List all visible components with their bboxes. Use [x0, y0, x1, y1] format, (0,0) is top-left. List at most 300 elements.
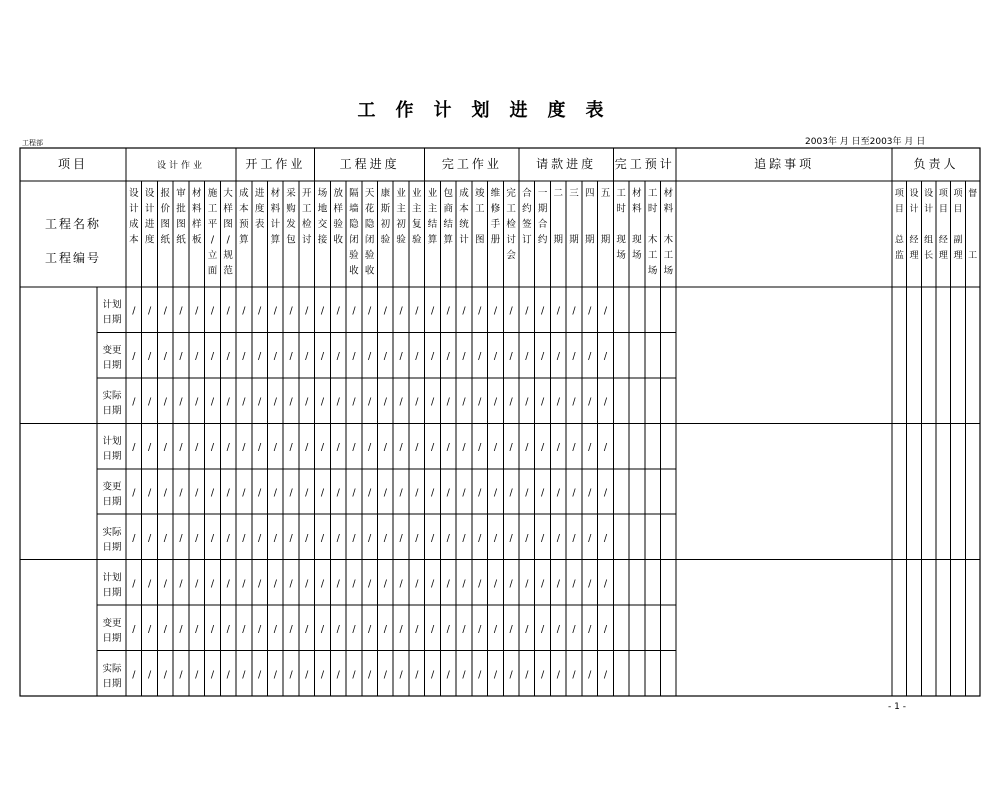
slash-mark: /	[210, 669, 215, 681]
slash-mark: /	[446, 623, 450, 635]
slash-mark: /	[493, 442, 498, 454]
slash-mark: /	[478, 396, 482, 408]
slash-mark: /	[446, 396, 450, 408]
responsible-label-char: 目	[894, 204, 904, 215]
sub-column-label-char: 算	[239, 234, 249, 246]
sub-column-label-char: 隔	[349, 188, 359, 199]
slash-mark: /	[525, 623, 529, 635]
slash-mark: /	[430, 442, 435, 454]
slash-mark: /	[572, 487, 576, 499]
slash-mark: /	[446, 532, 450, 544]
slash-mark: /	[352, 396, 356, 408]
slash-mark: /	[572, 396, 576, 408]
sub-column-label-char: 订	[522, 234, 532, 246]
sub-column-label-char: 表	[254, 219, 265, 230]
slash-mark: /	[368, 623, 372, 635]
slash-mark: /	[163, 396, 167, 408]
sub-column-label-char: 报	[160, 188, 171, 199]
row-type-label: 变更	[102, 617, 122, 629]
slash-mark: /	[336, 532, 340, 544]
slash-mark: /	[588, 487, 592, 499]
slash-mark: /	[289, 305, 293, 317]
sub-column-label-char: 期	[600, 234, 611, 246]
slash-mark: /	[320, 669, 325, 681]
sub-column-label-char: 讨	[302, 234, 312, 246]
slash-mark: /	[179, 396, 183, 408]
slash-mark: /	[163, 532, 167, 544]
slash-mark: /	[383, 578, 387, 590]
slash-mark: /	[383, 396, 387, 408]
slash-mark: /	[509, 396, 513, 408]
slash-mark: /	[147, 442, 152, 454]
slash-mark: /	[478, 623, 482, 635]
slash-mark: /	[430, 396, 435, 408]
sub-column-label-char: 修	[490, 203, 501, 215]
slash-mark: /	[540, 623, 545, 635]
slash-mark: /	[226, 487, 230, 499]
slash-mark: /	[289, 623, 293, 635]
slash-mark: /	[258, 669, 262, 681]
slash-mark: /	[430, 623, 435, 635]
slash-mark: /	[132, 669, 136, 681]
sub-column-label-char: 度	[254, 203, 265, 215]
sub-column-label-char: 成	[239, 188, 249, 199]
sub-column-label-char: 收	[349, 265, 359, 277]
responsible-label-char: 长	[924, 251, 934, 261]
slash-mark: /	[556, 578, 560, 590]
sub-column-label-char: 料	[270, 203, 281, 215]
sub-column-label-char: 开	[302, 188, 312, 199]
slash-mark: /	[320, 532, 325, 544]
row-type-label: 实际	[102, 390, 122, 402]
slash-mark: /	[226, 396, 230, 408]
responsible-label-char: 督	[968, 189, 978, 199]
sub-column-label-char: 收	[333, 234, 343, 246]
sub-column-label-char: 合	[522, 188, 532, 199]
slash-mark: /	[368, 305, 372, 317]
sub-column-label-char: 进	[254, 188, 265, 199]
row-type-label: 日期	[102, 496, 122, 508]
sub-column-label-char: 册	[490, 234, 501, 246]
sub-column-label-char: 立	[207, 250, 218, 261]
slash-mark: /	[446, 669, 450, 681]
slash-mark: /	[336, 578, 340, 590]
slash-mark: /	[572, 351, 576, 363]
slash-mark: /	[478, 305, 482, 317]
sub-column-label-char: 业	[427, 188, 438, 199]
sub-column-label-char: 现	[632, 234, 642, 246]
slash-mark: /	[493, 578, 498, 590]
slash-mark: /	[163, 578, 167, 590]
slash-mark: /	[352, 623, 356, 635]
slash-mark: /	[147, 532, 152, 544]
sub-column-label-char: 维	[490, 188, 501, 199]
sub-column-label-char: 工	[647, 188, 658, 199]
sub-column-label-char: 平	[207, 219, 218, 230]
sub-column-label-char: 商	[443, 203, 454, 215]
group-header-5: 完工作业	[441, 157, 502, 171]
slash-mark: /	[352, 442, 356, 454]
sub-column-label-char: 材	[663, 188, 674, 199]
project-number-label: 工程编号	[44, 251, 102, 265]
sub-column-label-char: 期	[584, 234, 595, 246]
sub-column-label-char: 设	[129, 188, 139, 199]
sub-column-label-char: 场	[647, 265, 658, 277]
slash-mark: /	[572, 532, 576, 544]
slash-mark: /	[462, 442, 466, 454]
slash-mark: /	[556, 351, 560, 363]
slash-mark: /	[132, 305, 136, 317]
slash-mark: /	[430, 669, 435, 681]
slash-mark: /	[603, 396, 608, 408]
slash-mark: /	[588, 578, 592, 590]
sub-column-label-char: 统	[459, 219, 469, 230]
slash-mark: /	[493, 532, 498, 544]
slash-mark: /	[556, 623, 560, 635]
slash-mark: /	[163, 487, 167, 499]
sub-column-label-char: 讨	[506, 234, 516, 246]
sub-column-label-char: 场	[632, 250, 642, 261]
slash-mark: /	[305, 305, 309, 317]
sub-column-label-char: 业	[396, 188, 406, 199]
slash-mark: /	[195, 487, 199, 499]
slash-mark: /	[258, 396, 262, 408]
slash-mark: /	[336, 442, 340, 454]
sub-column-label-char: 预	[239, 219, 249, 230]
slash-mark: /	[540, 351, 545, 363]
slash-mark: /	[556, 487, 560, 499]
slash-mark: /	[242, 442, 246, 454]
slash-mark: /	[509, 669, 513, 681]
slash-mark: /	[132, 578, 136, 590]
group-header-6: 请款进度	[536, 157, 597, 171]
slash-mark: /	[478, 351, 482, 363]
sub-column-label-char: 期	[569, 234, 579, 246]
sub-column-label-char: 验	[333, 219, 343, 230]
row-type-label: 变更	[102, 481, 122, 493]
sub-column-label-char: 结	[427, 219, 438, 230]
sub-column-label-char: 本	[129, 234, 139, 246]
responsible-label-char: 目	[938, 204, 948, 215]
slash-mark: /	[132, 487, 136, 499]
sub-column-label-char: 料	[663, 203, 674, 215]
slash-mark: /	[493, 351, 498, 363]
responsible-label-char: 副	[953, 235, 963, 246]
row-type-label: 实际	[102, 526, 122, 538]
slash-mark: /	[352, 487, 356, 499]
group-header-1: 项目	[57, 157, 89, 171]
slash-mark: /	[305, 669, 309, 681]
slash-mark: /	[258, 623, 262, 635]
slash-mark: /	[540, 487, 545, 499]
sub-column-label-char: 时	[647, 203, 658, 215]
responsible-label-char: 设	[909, 189, 919, 199]
sub-column-label-char: 约	[537, 234, 548, 246]
row-type-label: 实际	[102, 663, 122, 675]
slash-mark: /	[289, 442, 293, 454]
slash-mark: /	[399, 442, 403, 454]
slash-mark: /	[195, 442, 199, 454]
slash-mark: /	[210, 305, 215, 317]
sub-column-label-char: 工	[616, 188, 626, 199]
slash-mark: /	[273, 532, 277, 544]
slash-mark: /	[572, 623, 576, 635]
sub-column-label-char: 时	[616, 203, 626, 215]
sub-column-label-char: 纸	[176, 234, 186, 246]
slash-mark: /	[195, 396, 199, 408]
slash-mark: /	[147, 623, 152, 635]
slash-mark: /	[399, 578, 403, 590]
slash-mark: /	[603, 442, 608, 454]
sub-column-label-char: 板	[191, 234, 202, 246]
row-type-label: 日期	[102, 541, 122, 553]
slash-mark: /	[446, 351, 450, 363]
slash-mark: /	[242, 623, 246, 635]
group-header-7: 完工预计	[614, 157, 675, 171]
slash-mark: /	[399, 351, 403, 363]
responsible-label-char: 工	[968, 251, 978, 261]
sub-column-label-char: 规	[223, 250, 233, 261]
sub-column-label-char: 本	[239, 203, 249, 215]
sub-column-label-char: 料	[191, 203, 202, 215]
slash-mark: /	[242, 669, 246, 681]
sub-column-label-char: 采	[286, 188, 296, 199]
sub-column-label-char: 成	[459, 188, 469, 199]
slash-mark: /	[147, 305, 152, 317]
slash-mark: /	[179, 578, 183, 590]
sub-column-label-char: 复	[412, 219, 422, 230]
responsible-label-char: 理	[909, 251, 919, 261]
slash-mark: /	[588, 351, 592, 363]
responsible-label-char: 计	[924, 204, 934, 215]
slash-mark: /	[493, 669, 498, 681]
slash-mark: /	[273, 442, 277, 454]
sub-column-label-char: 木	[647, 234, 658, 246]
sub-column-label-char: 期	[553, 234, 564, 246]
slash-mark: /	[320, 578, 325, 590]
slash-mark: /	[478, 487, 482, 499]
slash-mark: /	[525, 487, 529, 499]
slash-mark: /	[525, 305, 529, 317]
responsible-label-char: 设	[924, 189, 934, 199]
slash-mark: /	[352, 532, 356, 544]
slash-mark: /	[336, 669, 340, 681]
slash-mark: /	[415, 487, 419, 499]
sub-column-label-char: 本	[459, 203, 469, 215]
responsible-label-char: 项	[894, 189, 904, 199]
responsible-label-char: 项	[953, 189, 963, 199]
sub-column-label-char: 面	[207, 265, 218, 277]
slash-mark: /	[368, 487, 372, 499]
sub-column-label-char: 图	[223, 219, 233, 230]
slash-mark: /	[399, 669, 403, 681]
slash-mark: /	[305, 532, 309, 544]
slash-mark: /	[210, 442, 215, 454]
sub-column-label-char: 验	[412, 234, 422, 246]
slash-mark: /	[415, 669, 419, 681]
slash-mark: /	[430, 532, 435, 544]
slash-mark: /	[430, 305, 435, 317]
slash-mark: /	[383, 532, 387, 544]
slash-mark: /	[509, 487, 513, 499]
sub-column-label-char: 斯	[380, 203, 391, 215]
sub-column-label-char: 材	[191, 188, 202, 199]
slash-mark: /	[163, 669, 167, 681]
sub-column-label-char: 天	[364, 188, 375, 199]
sub-column-label-char: 签	[522, 219, 532, 230]
group-header-8: 追踪事项	[754, 157, 815, 171]
slash-mark: /	[572, 305, 576, 317]
slash-mark: /	[132, 351, 136, 363]
slash-mark: /	[383, 351, 387, 363]
slash-mark: /	[603, 669, 608, 681]
slash-mark: /	[179, 305, 183, 317]
slash-mark: /	[430, 578, 435, 590]
group-header-4: 工程进度	[339, 157, 400, 171]
slash-mark: /	[163, 305, 167, 317]
slash-mark: /	[242, 487, 246, 499]
slash-mark: /	[320, 487, 325, 499]
sub-column-label-char: 计	[270, 219, 281, 230]
slash-mark: /	[588, 442, 592, 454]
slash-mark: /	[430, 351, 435, 363]
slash-mark: /	[147, 578, 152, 590]
sub-column-label-char: 主	[396, 203, 406, 215]
slash-mark: /	[462, 623, 466, 635]
slash-mark: /	[352, 305, 356, 317]
sub-column-label-char: 样	[223, 203, 233, 215]
slash-mark: /	[226, 351, 230, 363]
slash-mark: /	[446, 305, 450, 317]
slash-mark: /	[525, 532, 529, 544]
slash-mark: /	[399, 532, 403, 544]
slash-mark: /	[195, 669, 199, 681]
slash-mark: /	[210, 396, 215, 408]
sub-column-label-char: 初	[380, 219, 391, 230]
slash-mark: /	[210, 532, 215, 544]
slash-mark: /	[320, 623, 325, 635]
slash-mark: /	[446, 578, 450, 590]
slash-mark: /	[258, 305, 262, 317]
slash-mark: /	[462, 396, 466, 408]
slash-mark: /	[242, 532, 246, 544]
slash-mark: /	[540, 305, 545, 317]
slash-mark: /	[446, 442, 450, 454]
sub-column-label-char: 工	[302, 203, 312, 215]
slash-mark: /	[195, 578, 199, 590]
sub-column-label-char: 范	[223, 265, 233, 277]
sub-column-label-char: 期	[537, 203, 548, 215]
group-header-9: 负责人	[913, 157, 959, 171]
slash-mark: /	[132, 396, 136, 408]
sub-column-label-char: 场	[317, 188, 328, 199]
slash-mark: /	[320, 351, 325, 363]
slash-mark: /	[273, 396, 277, 408]
slash-mark: /	[415, 396, 419, 408]
slash-mark: /	[525, 396, 529, 408]
slash-mark: /	[478, 442, 482, 454]
slash-mark: /	[305, 396, 309, 408]
slash-mark: /	[509, 578, 513, 590]
slash-mark: /	[368, 396, 372, 408]
project-name-label: 工程名称	[44, 217, 102, 231]
sub-column-label-char: 三	[569, 188, 579, 199]
sub-column-label-char: 材	[632, 188, 642, 199]
sub-column-label-char: 图	[474, 234, 485, 246]
sub-column-label-char: 材	[270, 188, 281, 199]
sub-column-label-char: 一	[537, 188, 548, 199]
sub-column-label-char: 放	[333, 188, 343, 199]
sub-column-label-char: 会	[506, 250, 516, 261]
slash-mark: /	[179, 532, 183, 544]
row-type-label: 日期	[102, 632, 122, 644]
sub-column-label-char: 成	[129, 219, 139, 230]
slash-mark: /	[415, 305, 419, 317]
sub-column-label-char: 业	[412, 188, 422, 199]
slash-mark: /	[210, 623, 215, 635]
slash-mark: /	[462, 487, 466, 499]
sub-column-label-char: 设	[144, 188, 155, 199]
sub-column-label-char: /	[226, 234, 230, 246]
slash-mark: /	[588, 305, 592, 317]
sub-column-label-char: 交	[317, 219, 328, 230]
slash-mark: /	[556, 669, 560, 681]
slash-mark: /	[415, 351, 419, 363]
department-label: 工程部	[22, 139, 43, 147]
sub-column-label-char: 隐	[364, 219, 375, 230]
sub-column-label-char: 纸	[160, 234, 171, 246]
table-border	[20, 148, 980, 696]
slash-mark: /	[462, 669, 466, 681]
slash-mark: /	[179, 442, 183, 454]
slash-mark: /	[462, 351, 466, 363]
slash-mark: /	[368, 669, 372, 681]
slash-mark: /	[320, 305, 325, 317]
slash-mark: /	[273, 487, 277, 499]
slash-mark: /	[289, 487, 293, 499]
slash-mark: /	[305, 442, 309, 454]
slash-mark: /	[305, 623, 309, 635]
responsible-label-char: 经	[938, 235, 948, 246]
slash-mark: /	[525, 442, 529, 454]
slash-mark: /	[179, 351, 183, 363]
slash-mark: /	[525, 669, 529, 681]
slash-mark: /	[195, 623, 199, 635]
slash-mark: /	[258, 442, 262, 454]
sub-column-label-char: 检	[302, 219, 312, 230]
sub-column-label-char: 进	[144, 219, 155, 230]
row-type-label: 计划	[102, 299, 122, 311]
sub-column-label-char: 发	[286, 219, 296, 230]
slash-mark: /	[210, 487, 215, 499]
slash-mark: /	[273, 578, 277, 590]
slash-mark: /	[163, 351, 167, 363]
row-type-label: 日期	[102, 360, 122, 372]
sub-column-label-char: /	[210, 234, 215, 246]
slash-mark: /	[132, 442, 136, 454]
slash-mark: /	[352, 578, 356, 590]
slash-mark: /	[383, 305, 387, 317]
sub-column-label-char: 合	[537, 219, 548, 230]
slash-mark: /	[383, 623, 387, 635]
slash-mark: /	[540, 532, 545, 544]
sub-column-label-char: 工	[207, 203, 218, 215]
slash-mark: /	[320, 396, 325, 408]
slash-mark: /	[147, 396, 152, 408]
sub-column-label-char: 验	[364, 250, 375, 261]
slash-mark: /	[588, 669, 592, 681]
slash-mark: /	[368, 532, 372, 544]
